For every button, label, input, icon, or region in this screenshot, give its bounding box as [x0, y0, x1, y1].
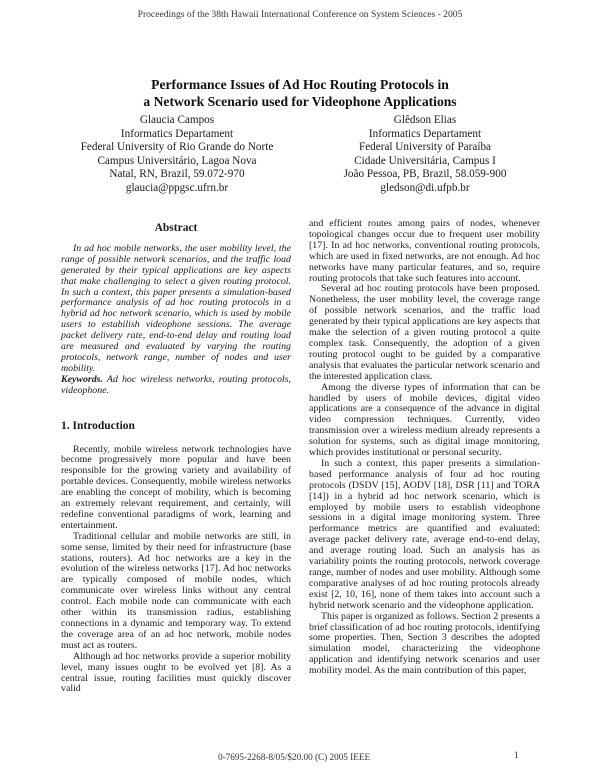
author-campus: Cidade Universitária, Campus I [354, 154, 496, 167]
title-line-1: Performance Issues of Ad Hoc Routing Protocols in [151, 77, 449, 92]
copyright-footer: 0-7695-2268-8/05/$20.00 (C) 2005 IEEE [218, 752, 371, 762]
author-block-2 [275, 114, 575, 196]
paragraph: Although ad hoc networks provide a superior mobility level, many issues ought to be evolved yet [8]. As a central issue, routing facilities must quickly discover valid [61, 650, 291, 695]
author-address: Natal, RN, Brazil, 59.072-970 [109, 168, 245, 181]
paragraph: Recently, mobile wireless network technologies have become progressively more popular and have been responsible for the growing variety and availability of portable devices. Consequently, mobile wireless networks are enabling the concept of mobility, which is becoming an extremely relevant requirement, and certainly, will redefine conventional paradigms of work, learning and entertainment. [61, 443, 291, 531]
abstract-body: In ad hoc mobile networks, the user mobility level, the range of possible network scenarios, and the traffic load generated by their typical applications are key aspects that make challenging to select a given routing protocol. In such a context, this paper presents a simulation-based performance analysis of ad hoc routing protocols in a hybrid ad hoc network scenario, which is used by mobile users to estabilish videophone sessions. The average packet delivery rate, end-to-end delay and routing load are measured and evaluated by varying the routing protocols, network range, number of nodes and user mobility. [61, 242, 291, 374]
title-line-2: a Network Scenario used for Videophone Applications [143, 94, 457, 109]
author-institution: Federal University of Paraíba [358, 141, 492, 154]
abstract-heading: Abstract [154, 222, 198, 234]
page-number: 1 [514, 751, 519, 761]
author-email: glaucia@ppgsc.ufrn.br [125, 181, 229, 194]
left-column [61, 220, 291, 695]
keywords-label: Keywords. [61, 373, 103, 385]
paragraph: This paper is organized as follows. Section 2 presents a brief classification of ad hoc routing protocols, identifying some properties. Then, Section 3 describes the adopted simulation model, characterizing the videophone application and identifying network scenarios and user mobility model. As the main contribution of this paper, [309, 610, 540, 677]
author-name: Glêdson Elias [393, 114, 457, 126]
paragraph: and efficient routes among pairs of nodes, whenever topological changes occur due to frequent user mobility [17]. In ad hoc networks, conventional routing protocols, which are used in fixed networks, are not enough. Ad hoc networks have many particular features, and so, require routing protocols that take such features into account. [309, 218, 540, 284]
author-institution: Federal University of Rio Grande do Norte [80, 141, 274, 154]
paragraph: Several ad hoc routing protocols have been proposed. Nonetheless, the user mobility level, the coverage range of possible network scenarios, and the traffic load generated by their typical applications are key aspects that make the selection of a given routing protocol a quite complex task. Consequently, the adoption of a given routing protocol ought to be guided by a comparative analysis that evaluates the particular network scenario and the interested application class. [309, 283, 540, 382]
paper-title [0, 76, 600, 110]
keywords [61, 375, 291, 397]
keywords-text: Ad hoc wireless networks, routing protocols, videophone. [61, 373, 291, 396]
paragraph: In such a context, this paper presents a simulation-based performance analysis of four ad hoc routing protocols (DSDV [15], AODV [18], DSR [11] and TORA [14]) in a hybrid ad hoc network scenario, which is employed by mobile users to establish videophone sessions in a digital image monitoring system. Three performance metrics are quantified and evaluated: average packet delivery rate, average end-to-end delay, and average routing load. Such an analysis has as variability points the routing protocols, network coverage range, number of nodes and user mobility. Although some comparative analyses of ad hoc routing protocols already exist [2, 10, 16], none of them takes into account such a hybrid network scenario and the videophone application. [309, 457, 540, 611]
author-address: João Pessoa, PB, Brazil, 58.059-900 [343, 168, 507, 181]
section-heading-introduction: 1. Introduction [61, 419, 135, 432]
paragraph: Among the diverse types of information that can be handled by users of mobile devices, digital video applications are a consequence of the advance in digital video compression techniques. Currently, video transmission over a wireless medium already represents a solution for systems, such as digital image monitoring, which provides institutional or personal security. [309, 381, 540, 459]
author-department: Informatics Departament [368, 127, 482, 140]
author-campus: Campus Universitário, Lagoa Nova [97, 154, 257, 167]
author-email: gledson@di.ufpb.br [380, 181, 470, 194]
paragraph: Traditional cellular and mobile networks are still, in some sense, limited by their need for infrastructure (base stations, routers). Ad hoc networks are a key in the evolution of the wireless networks [17]. Ad hoc networks are typically composed of mobile nodes, which communicate over wireless links without any central control. Each mobile node can communicate with each other within its transmission radius, establishing connections in a dynamic and temporary way. To extend the coverage area of an ad hoc network, mobile nodes must act as routers. [61, 530, 291, 651]
author-name: Glaucia Campos [139, 114, 215, 126]
right-column [309, 219, 540, 677]
running-head: Proceedings of the 38th Hawaii International Conference on System Sciences - 2005 [137, 9, 463, 20]
author-department: Informatics Departament [120, 127, 234, 140]
